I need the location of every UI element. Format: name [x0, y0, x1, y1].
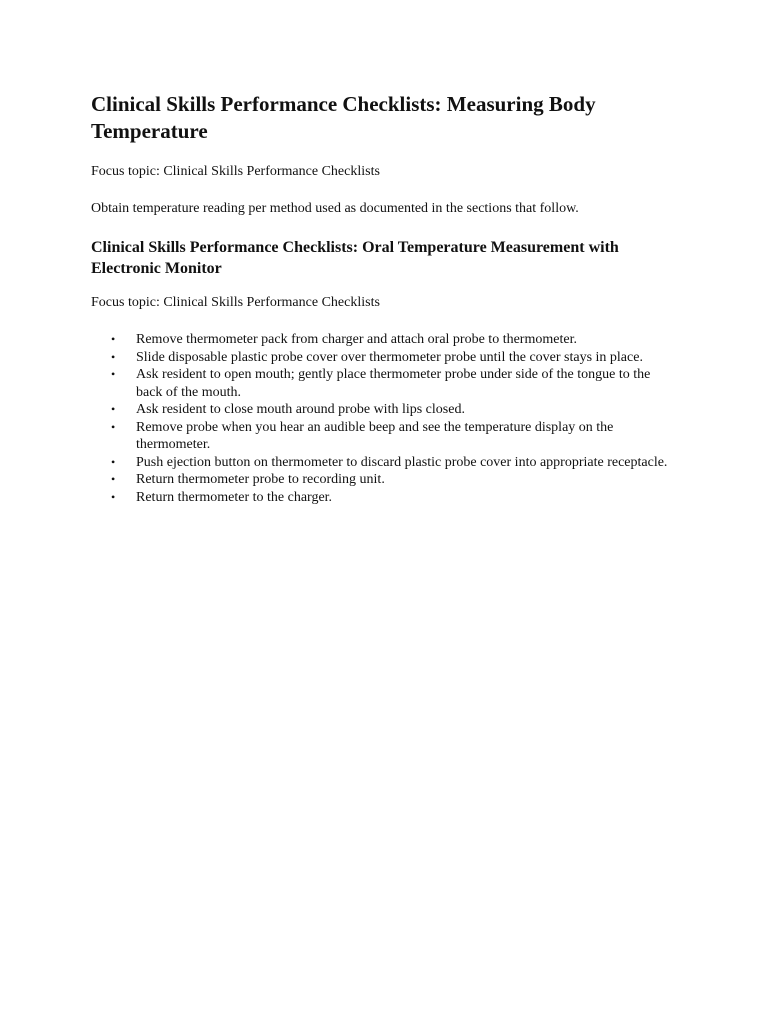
section-heading: Clinical Skills Performance Checklists: Oral Temperature Measurement with Electronic Monitor [91, 239, 619, 277]
list-item [91, 454, 676, 472]
bullet-icon: • [111, 454, 116, 469]
list-item-text: Ask resident to close mouth around probe with lips closed. [136, 402, 465, 417]
list-item-text: Slide disposable plastic probe cover over thermometer probe until the cover stays in place. [136, 349, 643, 365]
page-title: Clinical Skills Performance Checklists: Measuring Body Temperature [91, 92, 596, 143]
list-item [91, 489, 676, 507]
list-item-text: Push ejection button on thermometer to discard plastic probe cover into appropriate receptacle. [136, 454, 668, 470]
list-item [91, 366, 676, 401]
bullet-icon: • [111, 332, 116, 346]
bullet-icon: • [111, 472, 116, 486]
bullet-icon: • [111, 349, 116, 364]
list-item [91, 401, 676, 419]
bullet-icon: • [111, 402, 116, 416]
intro-paragraph: Obtain temperature reading per method used as documented in the sections that follow. [91, 201, 579, 216]
steps-list [91, 331, 676, 506]
list-item-text: Return thermometer probe to recording unit. [136, 472, 385, 487]
bullet-icon: • [111, 367, 116, 381]
bullet-icon: • [111, 419, 116, 434]
list-item-text: Ask resident to open mouth; gently place thermometer probe under side of the tongue to the back of the mouth. [136, 367, 651, 400]
list-item [91, 331, 676, 349]
bullet-icon: • [111, 489, 116, 504]
focus-topic-text: Focus topic: Clinical Skills Performance Checklists [91, 164, 380, 179]
list-item [91, 419, 676, 454]
list-item-text: Remove probe when you hear an audible beep and see the temperature display on the thermometer. [136, 419, 614, 452]
list-item-text: Remove thermometer pack from charger and attach oral probe to thermometer. [136, 332, 577, 347]
section-focus-topic-text: Focus topic: Clinical Skills Performance Checklists [91, 295, 380, 310]
list-item [91, 471, 676, 489]
list-item-text: Return thermometer to the charger. [136, 489, 333, 505]
list-item [91, 349, 676, 367]
